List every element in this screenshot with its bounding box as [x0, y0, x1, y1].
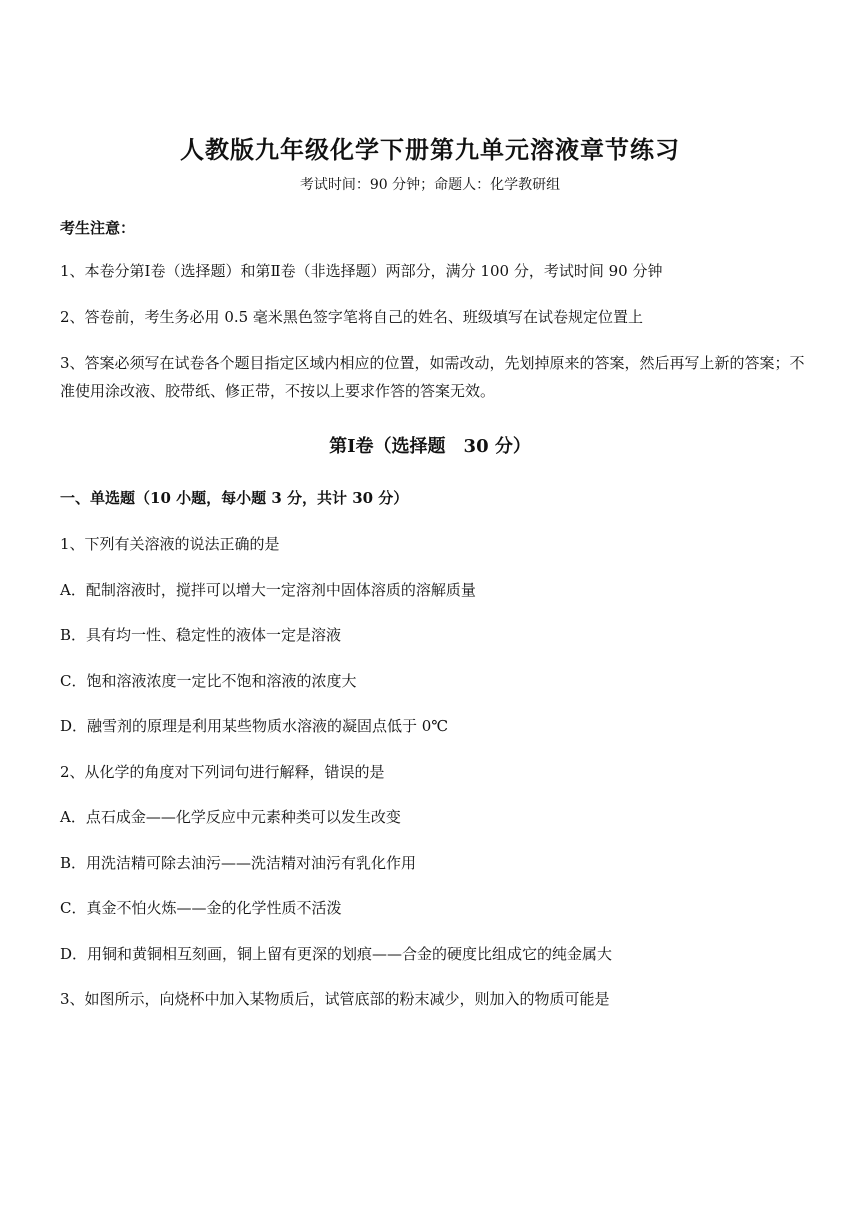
notice-item-3: 3、答案必须写在试卷各个题目指定区域内相应的位置，如需改动，先划掉原来的答案，然后再写上新的答案；不准使用涂改液、胶带纸、修正带，不按以上要求作答的答案无效。 [60, 354, 805, 400]
question-1-option-a: A．配制溶液时，搅拌可以增大一定溶剂中固体溶质的溶解质量 [60, 581, 476, 599]
exam-info: 考试时间：90 分钟；命题人：化学教研组 [299, 177, 561, 193]
question-2-option-d: D．用铜和黄铜相互刻画，铜上留有更深的划痕——合金的硬度比组成它的纯金属大 [60, 945, 613, 963]
notice-heading: 考生注意： [60, 219, 136, 237]
notice-item-2: 2、答卷前，考生务必用 0.5 毫米黑色签字笔将自己的姓名、班级填写在试卷规定位置上 [60, 308, 643, 326]
question-2-stem: 2、从化学的角度对下列词句进行解释，错误的是 [60, 763, 385, 781]
section-title: 第Ⅰ卷（选择题 30 分） [329, 436, 531, 457]
question-2-option-c: C．真金不怕火炼——金的化学性质不活泼 [60, 899, 342, 917]
part-heading: 一、单选题（10 小题，每小题 3 分，共计 30 分） [60, 489, 409, 507]
question-1-stem: 1、下列有关溶液的说法正确的是 [60, 535, 280, 553]
notice-item-1: 1、本卷分第Ⅰ卷（选择题）和第Ⅱ卷（非选择题）两部分，满分 100 分，考试时间 90 分钟 [60, 262, 663, 280]
question-1-option-b: B．具有均一性、稳定性的液体一定是溶液 [60, 626, 342, 644]
question-1-option-d: D．融雪剂的原理是利用某些物质水溶液的凝固点低于 0℃ [60, 717, 449, 735]
page-title: 人教版九年级化学下册第九单元溶液章节练习 [180, 135, 680, 164]
question-2-option-b: B．用洗洁精可除去油污——洗洁精对油污有乳化作用 [60, 854, 417, 872]
question-3-stem: 3、如图所示，向烧杯中加入某物质后，试管底部的粉末减少，则加入的物质可能是 [60, 990, 610, 1008]
question-2-option-a: A．点石成金——化学反应中元素种类可以发生改变 [60, 808, 401, 826]
question-1-option-c: C．饱和溶液浓度一定比不饱和溶液的浓度大 [60, 672, 357, 690]
